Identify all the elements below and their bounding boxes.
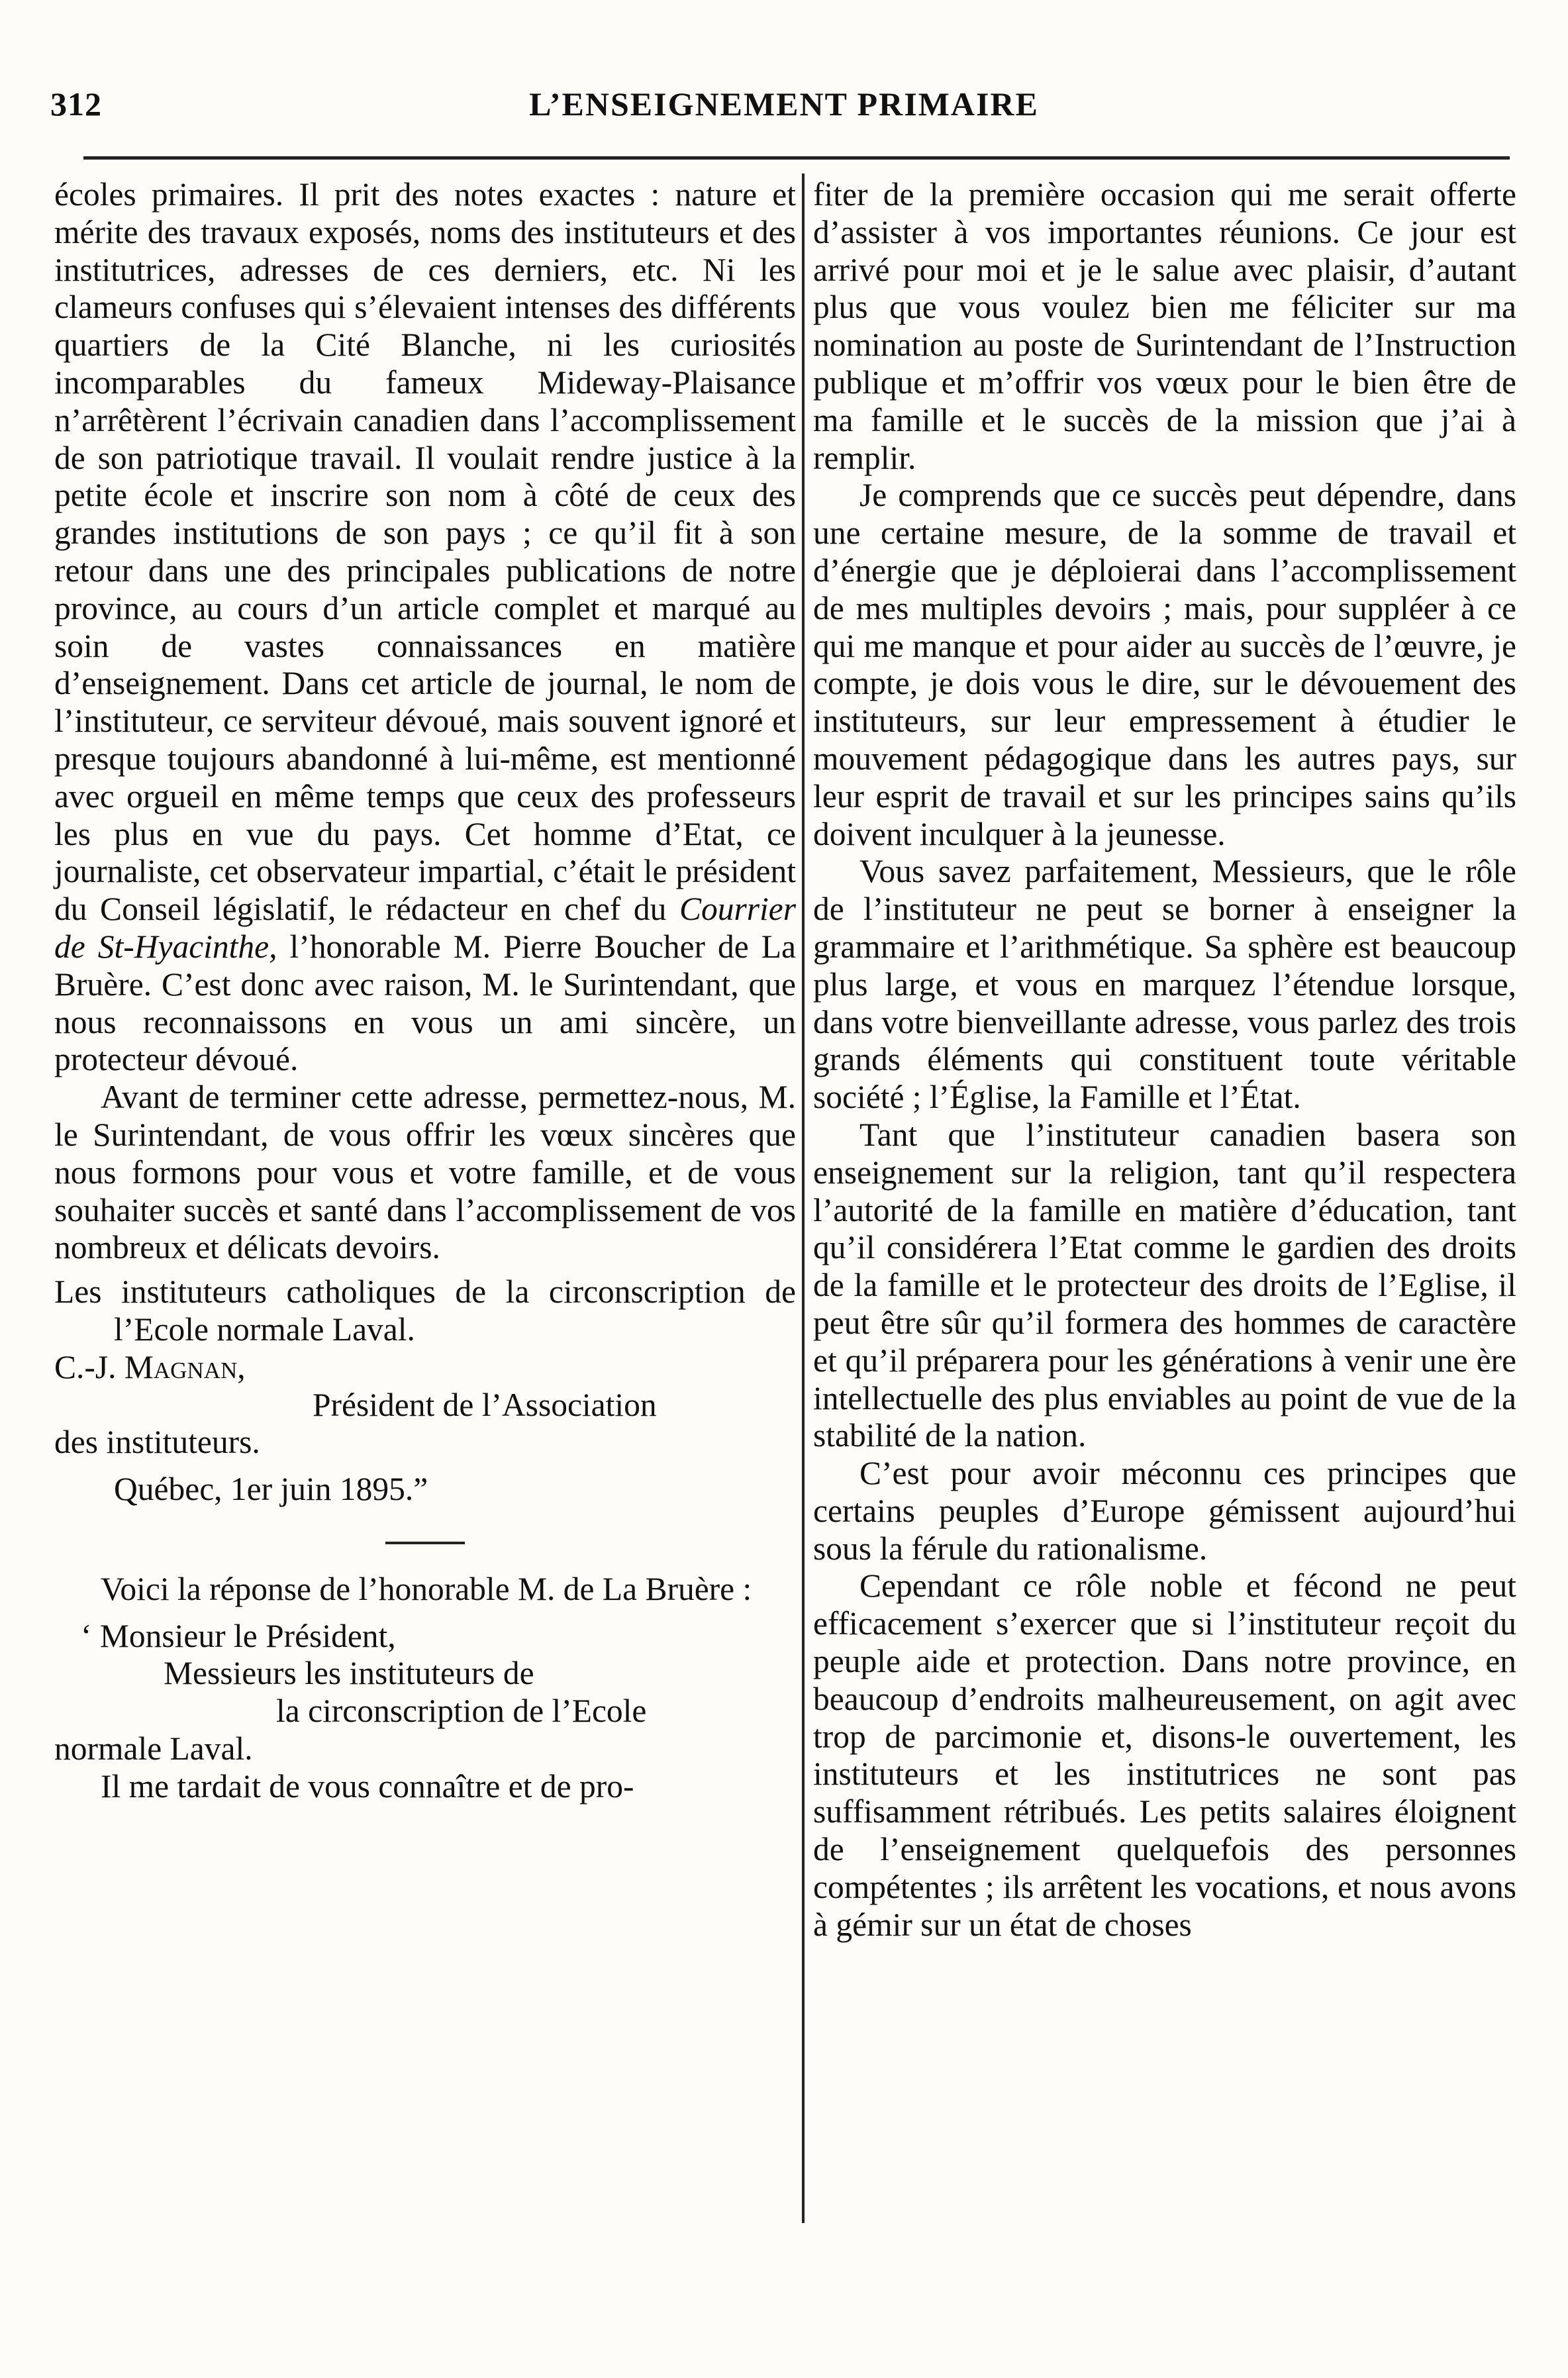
dateline: Québec, 1er juin 1895.” bbox=[114, 1471, 428, 1508]
paragraph-signatories: Les instituteurs catholiques de la circonscription de l’Ecole normale Laval. bbox=[54, 1273, 796, 1348]
paragraph-closing-wishes: Avant de terminer cette adresse, permettez-nous, M. le Surintendant, de vous offrir les vœux sincères que nous formons pour vous et votre famille, et de vous souhaiter succès et santé dans l’accomplissement de vos nombreux et délicats devoirs. bbox=[54, 1079, 796, 1266]
signature-name bbox=[54, 1349, 796, 1387]
signature-title: Président de l’Association bbox=[313, 1386, 657, 1423]
salutation-line-4: normale Laval. bbox=[54, 1730, 253, 1767]
signature-initials: C.-J. bbox=[54, 1348, 124, 1385]
paragraph-role: Vous savez parfaitement, Messieurs, que le rôle de l’instituteur ne peut se borner à enseigner la grammaire et l’arithmétique. Sa sphère est beaucoup plus large, et vous en marquez l’étendue lorsque, dans votre bienveillante adresse, vous parlez des trois grands éléments qui constituent toute véritable société ; l’Église, la Famille et l’État. bbox=[813, 853, 1516, 1116]
salutation-line-3: la circonscription de l’Ecole bbox=[276, 1693, 647, 1730]
salutation-line-1: ‘ Monsieur le Président, bbox=[81, 1617, 396, 1654]
signature-title-continued: des instituteurs. bbox=[54, 1424, 260, 1461]
paragraph-europe: C’est pour avoir méconnu ces principes que certains peuples d’Europe gémissent aujourd’hui sous la férule du rationalisme. bbox=[813, 1455, 1516, 1567]
section-separator bbox=[385, 1542, 465, 1544]
text-run: écoles primaires. Il prit des notes exactes : nature et mérite des travaux exposés, noms des instituteurs et des institutrices, adresses de ces derniers, etc. Ni les clameurs confuses qui s’élevaient intenses des différents quartiers de la Cité Blanche, ni les curiosités incomparables du fameux Mideway-Plaisance n’arrêtèrent l’écrivain canadien dans l’accomplissement de son patriotique travail. Il voulait rendre justice à la petite école et inscrire son nom à côté de ceux des grandes institutions de son pays ; ce qu’il fit à son retour dans une des principales publications de notre province, au cours d’un article complet et marqué au soin de vastes connaissances en matière d’enseignement. Dans cet article de journal, le nom de l’instituteur, ce serviteur dévoué, mais souvent ignoré et presque toujours abandonné à lui-même, est mentionné avec orgueil en même temps que ceux des professeurs les plus en vue du pays. Cet homme d’Etat, ce journaliste, cet observateur impartial, c’était le président du Conseil législatif, le rédacteur en chef du bbox=[54, 176, 796, 928]
salutation-line-2: Messieurs les instituteurs de bbox=[164, 1655, 534, 1692]
paragraph-success: Je comprends que ce succès peut dépendre, dans une certaine mesure, de la somme de travail et d’énergie que je déploierai dans l’accomplissement de mes multiples devoirs ; mais, pour suppléer à ce qui me manque et pour aider au succès de l’œuvre, je compte, je dois vous le dire, sur le dévouement des instituteurs, sur leur empressement à étudier le mouvement pédagogique dans les autres pays, sur leur esprit de travail et sur les principes sains qu’ils doivent inculquer à la jeunesse. bbox=[813, 477, 1516, 852]
paragraph-salaries: Cependant ce rôle noble et fécond ne peut efficacement s’exercer que si l’instituteur reçoit du peuple aide et protection. Dans notre province, en beaucoup d’endroits malheureusement, on agit avec trop de parcimonie et, disons-le ouvertement, les instituteurs et les institutrices ne sont pas suffisamment rétribués. Les petits salaires éloignent de l’enseignement quelquefois des personnes compétentes ; ils arrêtent les vocations, et nous avons à gémir sur un état de choses bbox=[813, 1567, 1516, 1943]
page-number: 312 bbox=[50, 85, 102, 123]
paragraph-reply-continued: fiter de la première occasion qui me serait offerte d’assister à vos importantes réunions. Ce jour est arrivé pour moi et je le salue avec plaisir, d’autant plus que vous voulez bien me féliciter sur ma nomination au poste de Surintendant de l’Instruction publique et m’offrir vos vœux pour le bien être de ma famille et le succès de la mission que j’ai à remplir. bbox=[813, 176, 1516, 476]
paragraph-religion: Tant que l’instituteur canadien basera son enseignement sur la religion, tant qu’il respectera l’autorité de la famille en matière d’éducation, tant qu’il considérera l’Etat comme le gardien des droits de la famille et le protecteur des droits de l’Eglise, il peut être sûr qu’il formera des hommes de caractère et qu’il préparera pour les générations à venir une ère intellectuelle des plus enviables au point de vue de la stabilité de la nation. bbox=[813, 1116, 1516, 1454]
header-rule bbox=[83, 156, 1510, 160]
column-rule bbox=[802, 173, 805, 2223]
signature-surname: Magnan, bbox=[124, 1348, 246, 1385]
newspaper-title: Courrier de St-Hyacinthe, bbox=[54, 891, 796, 965]
paragraph-address-body bbox=[54, 176, 796, 1079]
left-column bbox=[54, 176, 796, 1806]
page-header bbox=[50, 85, 1518, 131]
paragraph-reply-intro: Voici la réponse de l’honorable M. de La Bruère : bbox=[101, 1570, 752, 1607]
paragraph-reply-start: Il me tardait de vous connaître et de pro- bbox=[101, 1767, 634, 1805]
text-run: l’honorable M. Pierre Boucher de La Bruère. C’est donc avec raison, M. le Surintendant, que nous reconnaissons en vous un ami sincère, un protecteur dévoué. bbox=[54, 928, 796, 1078]
running-title: L’ENSEIGNEMENT PRIMAIRE bbox=[529, 85, 1039, 123]
right-column bbox=[813, 176, 1516, 1944]
